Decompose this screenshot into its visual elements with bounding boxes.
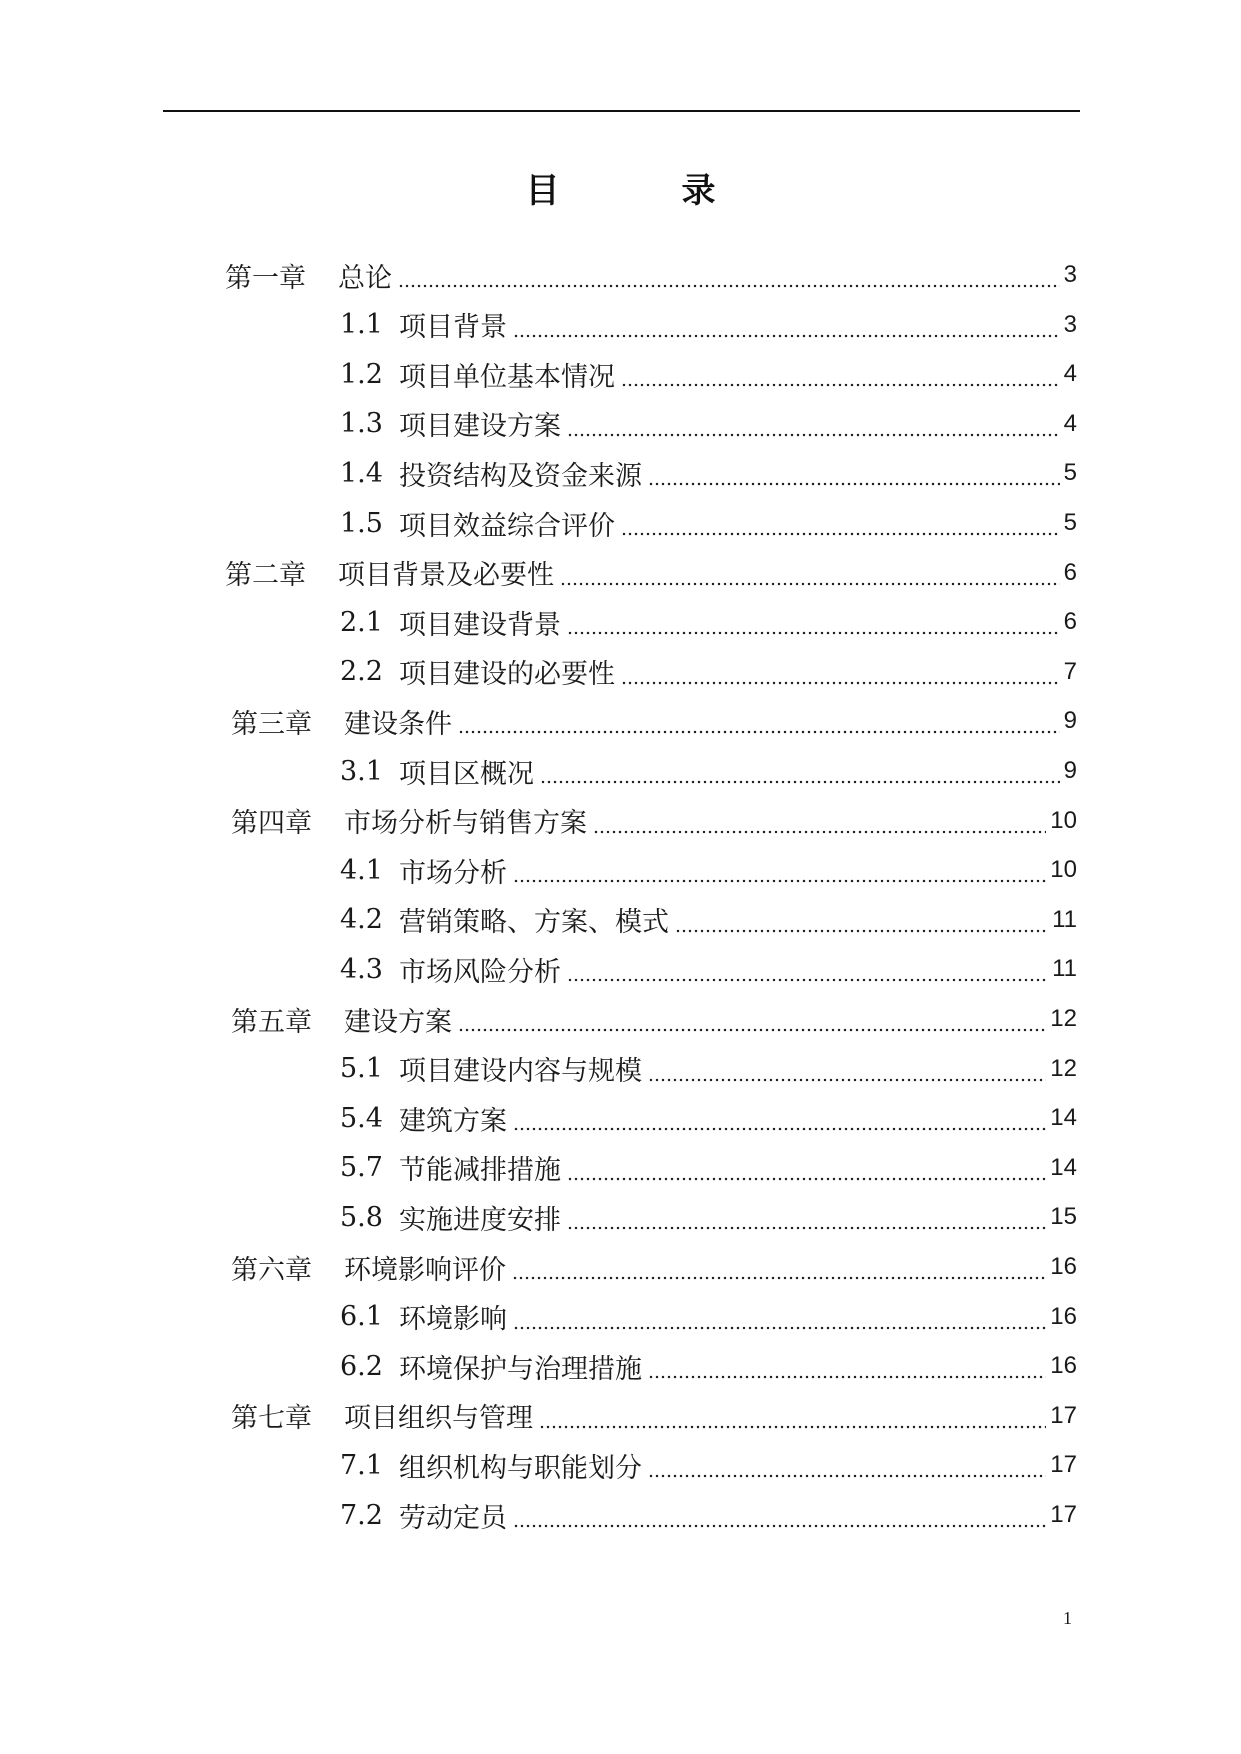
toc-entry-label — [231, 801, 587, 840]
dot-leader — [513, 1292, 1046, 1342]
toc-entry-number: 6.2 — [340, 1350, 383, 1382]
toc-entry-title: 市场分析 — [398, 857, 507, 889]
toc-entry-label — [231, 702, 452, 741]
toc-entry-page: 17 — [1050, 1501, 1077, 1528]
toc-entry-title: 节能减排措施 — [398, 1155, 561, 1187]
dot-leader — [513, 1490, 1046, 1540]
toc-entry-number: 第三章 — [231, 708, 312, 740]
toc-entry-label — [340, 454, 642, 493]
toc-entry-title: 建筑方案 — [398, 1105, 507, 1137]
toc-entry-page: 7 — [1063, 657, 1077, 685]
toc-entry-page: 16 — [1050, 1253, 1077, 1280]
dot-leader — [593, 796, 1046, 846]
toc-section-entry[interactable] — [340, 1341, 1077, 1391]
toc-entry-label — [340, 1446, 642, 1485]
toc-entry-title: 项目建设的必要性 — [398, 659, 615, 691]
dot-leader — [675, 895, 1048, 945]
dot-leader — [539, 1391, 1046, 1441]
toc-entry-label — [225, 256, 392, 295]
toc-entry-page: 16 — [1050, 1352, 1077, 1380]
toc-entry-page: 6 — [1063, 558, 1077, 586]
page-number: 1 — [1063, 1608, 1072, 1628]
toc-entry-title: 项目背景及必要性 — [338, 560, 554, 592]
toc-chapter-entry[interactable] — [231, 696, 1077, 746]
toc-entry-label — [340, 504, 615, 543]
toc-entry-number: 第五章 — [231, 1006, 312, 1038]
dot-leader — [648, 1341, 1046, 1391]
toc-entry-number: 5.8 — [340, 1201, 383, 1233]
toc-entry-page: 9 — [1063, 757, 1077, 784]
toc-entry-title: 营销策略、方案、模式 — [398, 907, 669, 939]
toc-entry-label — [340, 752, 534, 791]
toc-entry-number: 1.5 — [340, 507, 383, 539]
toc-entry-title: 项目区概况 — [398, 758, 534, 790]
toc-entry-page: 11 — [1052, 905, 1077, 933]
toc-entry-label — [340, 851, 507, 890]
toc-entry-label — [340, 900, 669, 939]
dot-leader — [458, 994, 1046, 1044]
header-rule — [163, 110, 1080, 112]
toc-section-entry[interactable] — [340, 1093, 1077, 1143]
toc-entry-number: 1.2 — [340, 358, 383, 390]
toc-section-entry[interactable] — [340, 647, 1077, 697]
toc-entry-number: 5.7 — [340, 1152, 383, 1184]
toc-entry-page: 17 — [1050, 1451, 1077, 1479]
toc-entry-label — [340, 1099, 507, 1138]
toc-section-entry[interactable] — [340, 944, 1077, 994]
toc-entry-page: 3 — [1063, 261, 1077, 288]
toc-chapter-entry[interactable] — [231, 1242, 1077, 1292]
toc-entry-page: 14 — [1050, 1153, 1077, 1181]
toc-entry-label — [225, 553, 554, 592]
toc-chapter-entry[interactable] — [231, 796, 1077, 846]
toc-entry-page: 17 — [1050, 1401, 1077, 1429]
toc-entry-title: 环境影响评价 — [344, 1254, 506, 1286]
dot-leader — [648, 1440, 1046, 1490]
dot-leader — [398, 250, 1060, 300]
toc-section-entry[interactable] — [340, 1292, 1077, 1342]
toc-entry-number: 3.1 — [340, 755, 383, 787]
toc-entry-page: 12 — [1050, 1054, 1077, 1082]
toc-entry-label — [340, 404, 561, 443]
toc-entry-number: 7.1 — [340, 1449, 383, 1481]
toc-entry-number: 第七章 — [231, 1403, 312, 1435]
dot-leader — [567, 1143, 1046, 1193]
dot-leader — [458, 696, 1060, 746]
toc-chapter-entry[interactable] — [225, 548, 1077, 598]
toc-entry-label — [340, 1347, 642, 1386]
toc-entry-title: 项目建设内容与规模 — [398, 1056, 642, 1088]
toc-entry-page: 14 — [1050, 1104, 1077, 1132]
toc-entry-title: 市场风险分析 — [398, 956, 561, 988]
toc-entry-label — [340, 1297, 507, 1336]
toc-section-entry[interactable] — [340, 1192, 1077, 1242]
toc-entry-number: 2.1 — [340, 606, 383, 638]
toc-title: 目 录 — [525, 171, 760, 211]
toc-section-entry[interactable] — [340, 746, 1077, 796]
toc-entry-number: 1.1 — [340, 309, 383, 341]
toc-entry-label — [340, 1496, 507, 1535]
toc-entry-title: 组织机构与职能划分 — [398, 1452, 642, 1484]
toc-entry-label — [340, 950, 561, 989]
toc-section-entry[interactable] — [340, 448, 1077, 498]
toc-entry-page: 9 — [1063, 707, 1077, 735]
dot-leader — [567, 944, 1048, 994]
toc-chapter-entry[interactable] — [225, 250, 1077, 300]
dot-leader — [567, 597, 1060, 647]
toc-chapter-entry[interactable] — [231, 994, 1077, 1044]
toc-entry-label — [231, 1396, 533, 1435]
toc-entry-number: 第六章 — [231, 1254, 312, 1286]
toc-entry-page: 11 — [1052, 955, 1077, 983]
toc-entry-label — [340, 652, 615, 691]
toc-entry-label — [340, 603, 561, 642]
dot-leader — [567, 399, 1060, 449]
toc-entry-label — [231, 1000, 452, 1039]
toc-section-entry[interactable] — [340, 1044, 1077, 1094]
dot-leader — [621, 498, 1060, 548]
dot-leader — [621, 647, 1060, 697]
toc-entry-title: 建设条件 — [344, 708, 452, 740]
toc-entry-number: 5.4 — [340, 1102, 383, 1134]
toc-section-entry[interactable] — [340, 1440, 1077, 1490]
toc-section-entry[interactable] — [340, 845, 1077, 895]
toc-entry-label — [340, 305, 507, 344]
toc-entry-label — [340, 355, 615, 394]
toc-entry-label — [340, 1198, 561, 1237]
toc-section-entry[interactable] — [340, 895, 1077, 945]
toc-entry-title: 项目背景 — [398, 312, 507, 344]
toc-entry-page: 3 — [1063, 310, 1077, 338]
toc-section-entry[interactable] — [340, 399, 1077, 449]
toc-entry-number: 第一章 — [225, 262, 306, 294]
dot-leader — [513, 300, 1060, 350]
toc-entry-title: 项目建设方案 — [398, 411, 561, 443]
toc-entry-title: 建设方案 — [344, 1006, 452, 1038]
dot-leader — [648, 1044, 1046, 1094]
toc-entry-page: 10 — [1050, 856, 1077, 884]
toc-entry-number: 4.1 — [340, 854, 383, 886]
toc-entry-title: 项目建设背景 — [398, 609, 561, 641]
toc-entry-title: 投资结构及资金来源 — [398, 460, 642, 492]
toc-section-entry[interactable] — [340, 300, 1077, 350]
toc-entry-number: 5.1 — [340, 1053, 383, 1085]
toc-entry-page: 5 — [1063, 509, 1077, 536]
toc-entry-number: 第四章 — [231, 808, 312, 840]
toc-entry-number: 4.3 — [340, 953, 383, 985]
toc-entry-title: 环境保护与治理措施 — [398, 1353, 642, 1385]
toc-section-entry[interactable] — [340, 597, 1077, 647]
toc-entry-title: 项目组织与管理 — [344, 1403, 533, 1435]
toc-entry-number: 2.2 — [340, 656, 383, 688]
toc-entry-title: 环境影响 — [398, 1304, 507, 1336]
toc-section-entry[interactable] — [340, 349, 1077, 399]
toc-entry-label — [231, 1248, 506, 1287]
toc-entry-number: 7.2 — [340, 1499, 383, 1531]
toc-section-entry[interactable] — [340, 498, 1077, 548]
toc-entry-page: 4 — [1063, 360, 1077, 388]
toc-entry-label — [340, 1148, 561, 1187]
toc-entry-page: 15 — [1050, 1203, 1077, 1231]
dot-leader — [513, 1093, 1046, 1143]
toc-entry-page: 4 — [1063, 409, 1077, 437]
toc-entry-page: 16 — [1050, 1302, 1077, 1330]
dot-leader — [567, 1192, 1046, 1242]
toc-entry-number: 4.2 — [340, 904, 383, 936]
dot-leader — [621, 349, 1060, 399]
dot-leader — [648, 448, 1060, 498]
dot-leader — [540, 746, 1060, 796]
toc-entry-number: 1.4 — [340, 457, 383, 489]
toc-entry-title: 项目效益综合评价 — [398, 510, 615, 542]
dot-leader — [513, 845, 1046, 895]
toc-entry-title: 市场分析与销售方案 — [344, 808, 587, 840]
toc-entry-title: 实施进度安排 — [398, 1204, 561, 1236]
toc-entry-title: 劳动定员 — [398, 1502, 507, 1534]
toc-entry-number: 第二章 — [225, 560, 306, 592]
dot-leader — [512, 1242, 1046, 1292]
toc-entry-title: 项目单位基本情况 — [398, 361, 615, 393]
toc-entry-label — [340, 1049, 642, 1088]
toc-entry-page: 5 — [1063, 459, 1077, 487]
toc-entry-number: 6.1 — [340, 1301, 383, 1333]
toc-chapter-entry[interactable] — [231, 1391, 1077, 1441]
toc-section-entry[interactable] — [340, 1143, 1077, 1193]
toc-section-entry[interactable] — [340, 1490, 1077, 1540]
toc-entry-page: 12 — [1050, 1005, 1077, 1032]
toc-entry-page: 6 — [1063, 608, 1077, 636]
dot-leader — [560, 548, 1060, 598]
toc-entry-number: 1.3 — [340, 408, 383, 440]
toc-entry-title: 总论 — [338, 262, 392, 294]
toc-entry-page: 10 — [1050, 806, 1077, 834]
